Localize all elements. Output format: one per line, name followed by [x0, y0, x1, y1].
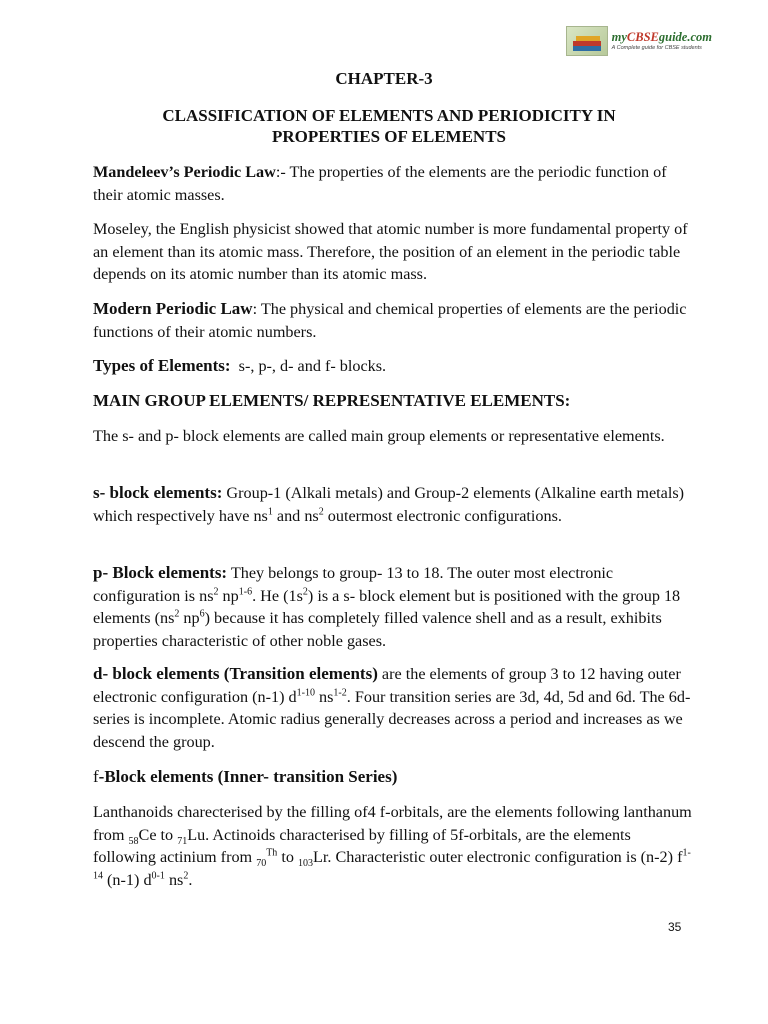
p-block-term: p- Block elements: — [93, 563, 228, 582]
logo-name: myCBSEguide.com — [611, 30, 712, 44]
mendeleev-law-paragraph: Mandeleev’s Periodic Law:- The properties of the elements are the periodic function of their atomic masses. — [93, 163, 667, 204]
p-block-paragraph: p- Block elements: They belongs to group- 13 to 18. The outer most electronic configuration is $ns^2$ $np^{1-6}$. He $(1s^2)$ is a s- block element but is positioned with the group 18 elements ($ns^2$ $np^6$) because it has completely filled valence shell and as a result, exhibits properties characteristic of other noble gases. — [93, 563, 681, 650]
s-block-paragraph: s- block elements: Group-1 (Alkali metals) and Group-2 elements (Alkaline earth metals) which respectively have $ns^1$ and $ns^2$ outermost electronic configurations. — [93, 483, 685, 525]
moseley-paragraph: Moseley, the English physicist showed that atomic number is more fundamental property of an element than its atomic mass. Therefore, the position of an element in the periodic table depends on its atomic number than its atomic mass. — [93, 220, 688, 283]
s-block-term: s- block elements: — [93, 483, 223, 502]
f-block-heading: f-Block elements (Inner- transition Series) — [93, 767, 398, 786]
modern-law-paragraph: Modern Periodic Law: The physical and chemical properties of elements are the periodic functions of their atomic numbers. — [93, 299, 687, 341]
d-block-paragraph: d- block elements (Transition elements) are the elements of group 3 to 12 having outer electronic configuration (n-1) $d^{1-10}$ $ns^{1-2}$. Four transition series are 3d, 4d, 5d and 6d. The 6d- series is incomplete. Atomic radius generally decreases across a period and increases as we descend the group. — [93, 664, 691, 751]
types-term: Types of Elements: — [93, 356, 231, 375]
logo-tagline: A Complete guide for CBSE students — [611, 44, 702, 51]
main-group-heading: MAIN GROUP ELEMENTS/ REPRESENTATIVE ELEMENTS: — [93, 391, 571, 410]
mendeleev-term: Mandeleev’s Periodic Law — [93, 163, 276, 181]
types-paragraph: Types of Elements: s-, p-, d- and f- blocks. — [93, 356, 387, 375]
modern-law-term: Modern Periodic Law — [93, 299, 253, 318]
chapter-label: CHAPTER-3 — [335, 69, 433, 88]
main-group-paragraph: The s- and p- block elements are called main group elements or representative elements. — [93, 427, 665, 445]
books-logo-icon — [566, 26, 608, 56]
page-number: 35 — [668, 920, 682, 934]
f-block-paragraph: Lanthanoids charecterised by the filling of4 f-orbitals, are the elements following lanthanum from $_{58}$Ce to $_{71}$Lu. Actinoids characterised by filling of 5f-orbitals, are the elements following actinium from $_{70}^{Th}$ to $_{103}$Lr. Characteristic outer electronic configuration is (n-2) $f^{1-14}$ (n-1) $d^{0-1}$ $ns^2$. — [93, 803, 692, 889]
site-logo — [566, 25, 712, 57]
d-block-term: d- block elements (Transition elements) — [93, 664, 378, 683]
chapter-title: CLASSIFICATION OF ELEMENTS AND PERIODICITY IN PROPERTIES OF ELEMENTS — [162, 106, 616, 146]
